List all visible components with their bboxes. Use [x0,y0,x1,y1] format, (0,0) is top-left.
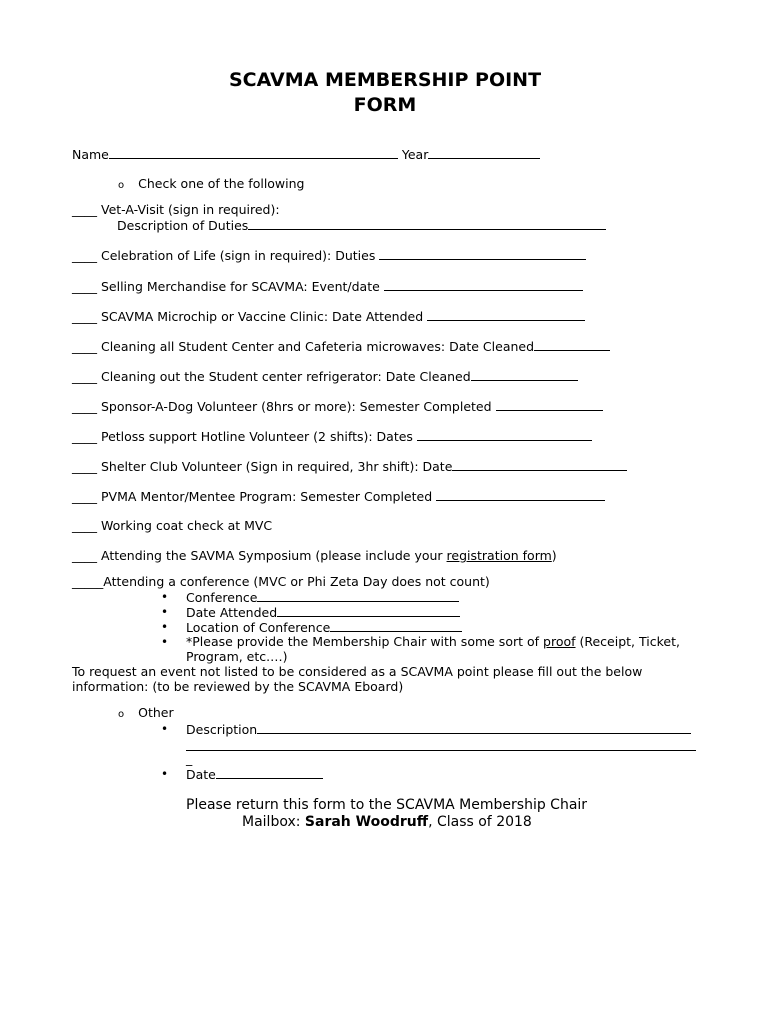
duties-field[interactable] [379,247,586,260]
mailbox-line [242,814,532,831]
request-paragraph-line1: To request an event not listed to be considered as a SCAVMA point please fill out the below [72,664,643,679]
option-label: Attending a conference (MVC or Phi Zeta Day does not count) [103,574,490,589]
year-field[interactable] [428,146,540,159]
name-field[interactable] [109,146,398,159]
bullet-icon: • [161,722,169,736]
option-label: Working coat check at MVC [100,518,273,533]
conference-name-row [186,589,459,605]
location-bullet [161,619,168,635]
bullet-icon: • [161,590,169,604]
checkbox-blank[interactable]: ____ [72,279,97,294]
year-label: Year [401,147,429,162]
proof-note [186,634,680,649]
bullet-icon: • [161,767,169,781]
option-vet-a-visit[interactable] [72,202,280,217]
date-label: Date [186,767,216,782]
option-savma-symposium[interactable] [72,548,557,563]
option-pvma-mentor[interactable] [72,488,605,504]
checkbox-blank[interactable]: ____ [72,429,97,444]
option-conference[interactable] [72,574,490,589]
proof-bullet [161,634,168,650]
semester-completed-field[interactable] [496,398,603,411]
option-label: Selling Merchandise for SCAVMA: Event/date [100,279,380,294]
description-label: Description of Duties [117,218,249,233]
option-label-end: ) [551,548,557,563]
return-instruction: Please return this form to the SCAVMA Membership Chair [186,797,588,813]
vet-a-visit-description-row [117,217,606,233]
title-line-1: SCAVMA MEMBERSHIP POINT [228,69,542,91]
conference-field[interactable] [257,589,459,602]
option-label: Attending the SAVMA Symposium (please include your [100,548,447,563]
checkbox-blank[interactable]: ____ [72,202,97,217]
checkbox-blank[interactable]: ____ [72,459,97,474]
checkbox-blank[interactable]: ____ [72,369,97,384]
page-title [0,68,770,118]
option-sponsor-a-dog[interactable] [72,398,603,414]
option-cleaning-refrigerator[interactable] [72,368,578,384]
mailbox-label: Mailbox: [242,814,305,830]
mailbox-class: , Class of 2018 [428,814,532,830]
checkbox-blank[interactable]: ____ [72,489,97,504]
list-marker: o [118,709,125,720]
stray-underscore: _ [186,751,193,766]
option-label: Vet-A-Visit (sign in required): [100,202,280,217]
bullet-icon: • [161,620,169,634]
bullet-icon: • [161,635,169,649]
proof-text-end: (Receipt, Ticket, [575,634,680,649]
checkbox-blank[interactable]: ____ [72,399,97,414]
option-label: Celebration of Life (sign in required): Duties [100,248,376,263]
description-of-duties-field[interactable] [248,217,606,230]
dates-field[interactable] [417,428,592,441]
checkbox-blank[interactable]: _____ [72,574,104,589]
option-label: Sponsor-A-Dog Volunteer (8hrs or more): Semester Completed [100,399,492,414]
date-attended-bullet [161,604,168,620]
option-label: SCAVMA Microchip or Vaccine Clinic: Date Attended [100,309,424,324]
option-label: Cleaning out the Student center refrigerator: Date Cleaned [100,369,471,384]
date-attended-row [186,604,460,620]
name-row [72,146,540,162]
description-field[interactable] [257,721,691,734]
location-field[interactable] [330,619,462,632]
option-label: PVMA Mentor/Mentee Program: Semester Completed [100,489,433,504]
option-celebration-of-life[interactable] [72,247,586,263]
mailbox-name: Sarah Woodruff [304,814,429,830]
option-petloss-hotline[interactable] [72,428,592,444]
option-microchip-clinic[interactable] [72,308,585,324]
date-cleaned-field[interactable] [471,368,578,381]
checkbox-blank[interactable]: ____ [72,309,97,324]
check-one-text: Check one of the following [138,176,305,191]
description-bullet [161,721,168,737]
option-coat-check[interactable] [72,518,272,533]
date-cleaned-field[interactable] [534,338,610,351]
checkbox-blank[interactable]: ____ [72,248,97,263]
option-shelter-club[interactable] [72,458,627,474]
location-row [186,619,462,635]
event-date-field[interactable] [384,278,583,291]
date-field[interactable] [452,458,627,471]
bullet-icon: • [161,605,169,619]
date-bullet [161,766,168,782]
checkbox-blank[interactable]: ____ [72,518,97,533]
other-label: Other [138,705,174,720]
date-attended-field[interactable] [277,604,460,617]
conference-bullet [161,589,168,605]
conference-label: Conference [186,590,258,605]
other-description-row [186,721,691,737]
description-label: Description [186,722,258,737]
semester-completed-field[interactable] [436,488,605,501]
option-cleaning-microwaves[interactable] [72,338,610,354]
registration-form-link[interactable]: registration form [446,548,552,563]
location-label: Location of Conference [186,620,331,635]
proof-link[interactable]: proof [543,634,576,649]
list-marker: o [118,180,125,191]
date-attended-label: Date Attended [186,605,278,620]
request-paragraph-line2: information: (to be reviewed by the SCAVMA Eboard) [72,679,404,694]
date-field[interactable] [216,766,323,779]
checkbox-blank[interactable]: ____ [72,548,97,563]
title-line-2: FORM [353,94,417,116]
option-selling-merchandise[interactable] [72,278,583,294]
other-heading [118,705,174,722]
other-date-row [186,766,323,782]
description-field-line2[interactable] [186,737,696,751]
checkbox-blank[interactable]: ____ [72,339,97,354]
date-attended-field[interactable] [427,308,585,321]
option-label: Petloss support Hotline Volunteer (2 shifts): Dates [100,429,413,444]
proof-text: *Please provide the Membership Chair with some sort of [186,634,544,649]
option-label: Shelter Club Volunteer (Sign in required, 3hr shift): Date [100,459,453,474]
option-label: Cleaning all Student Center and Cafeteria microwaves: Date Cleaned [100,339,535,354]
name-label: Name [72,147,109,162]
check-one-heading [118,176,305,193]
proof-note-line2: Program, etc.…) [186,649,288,664]
